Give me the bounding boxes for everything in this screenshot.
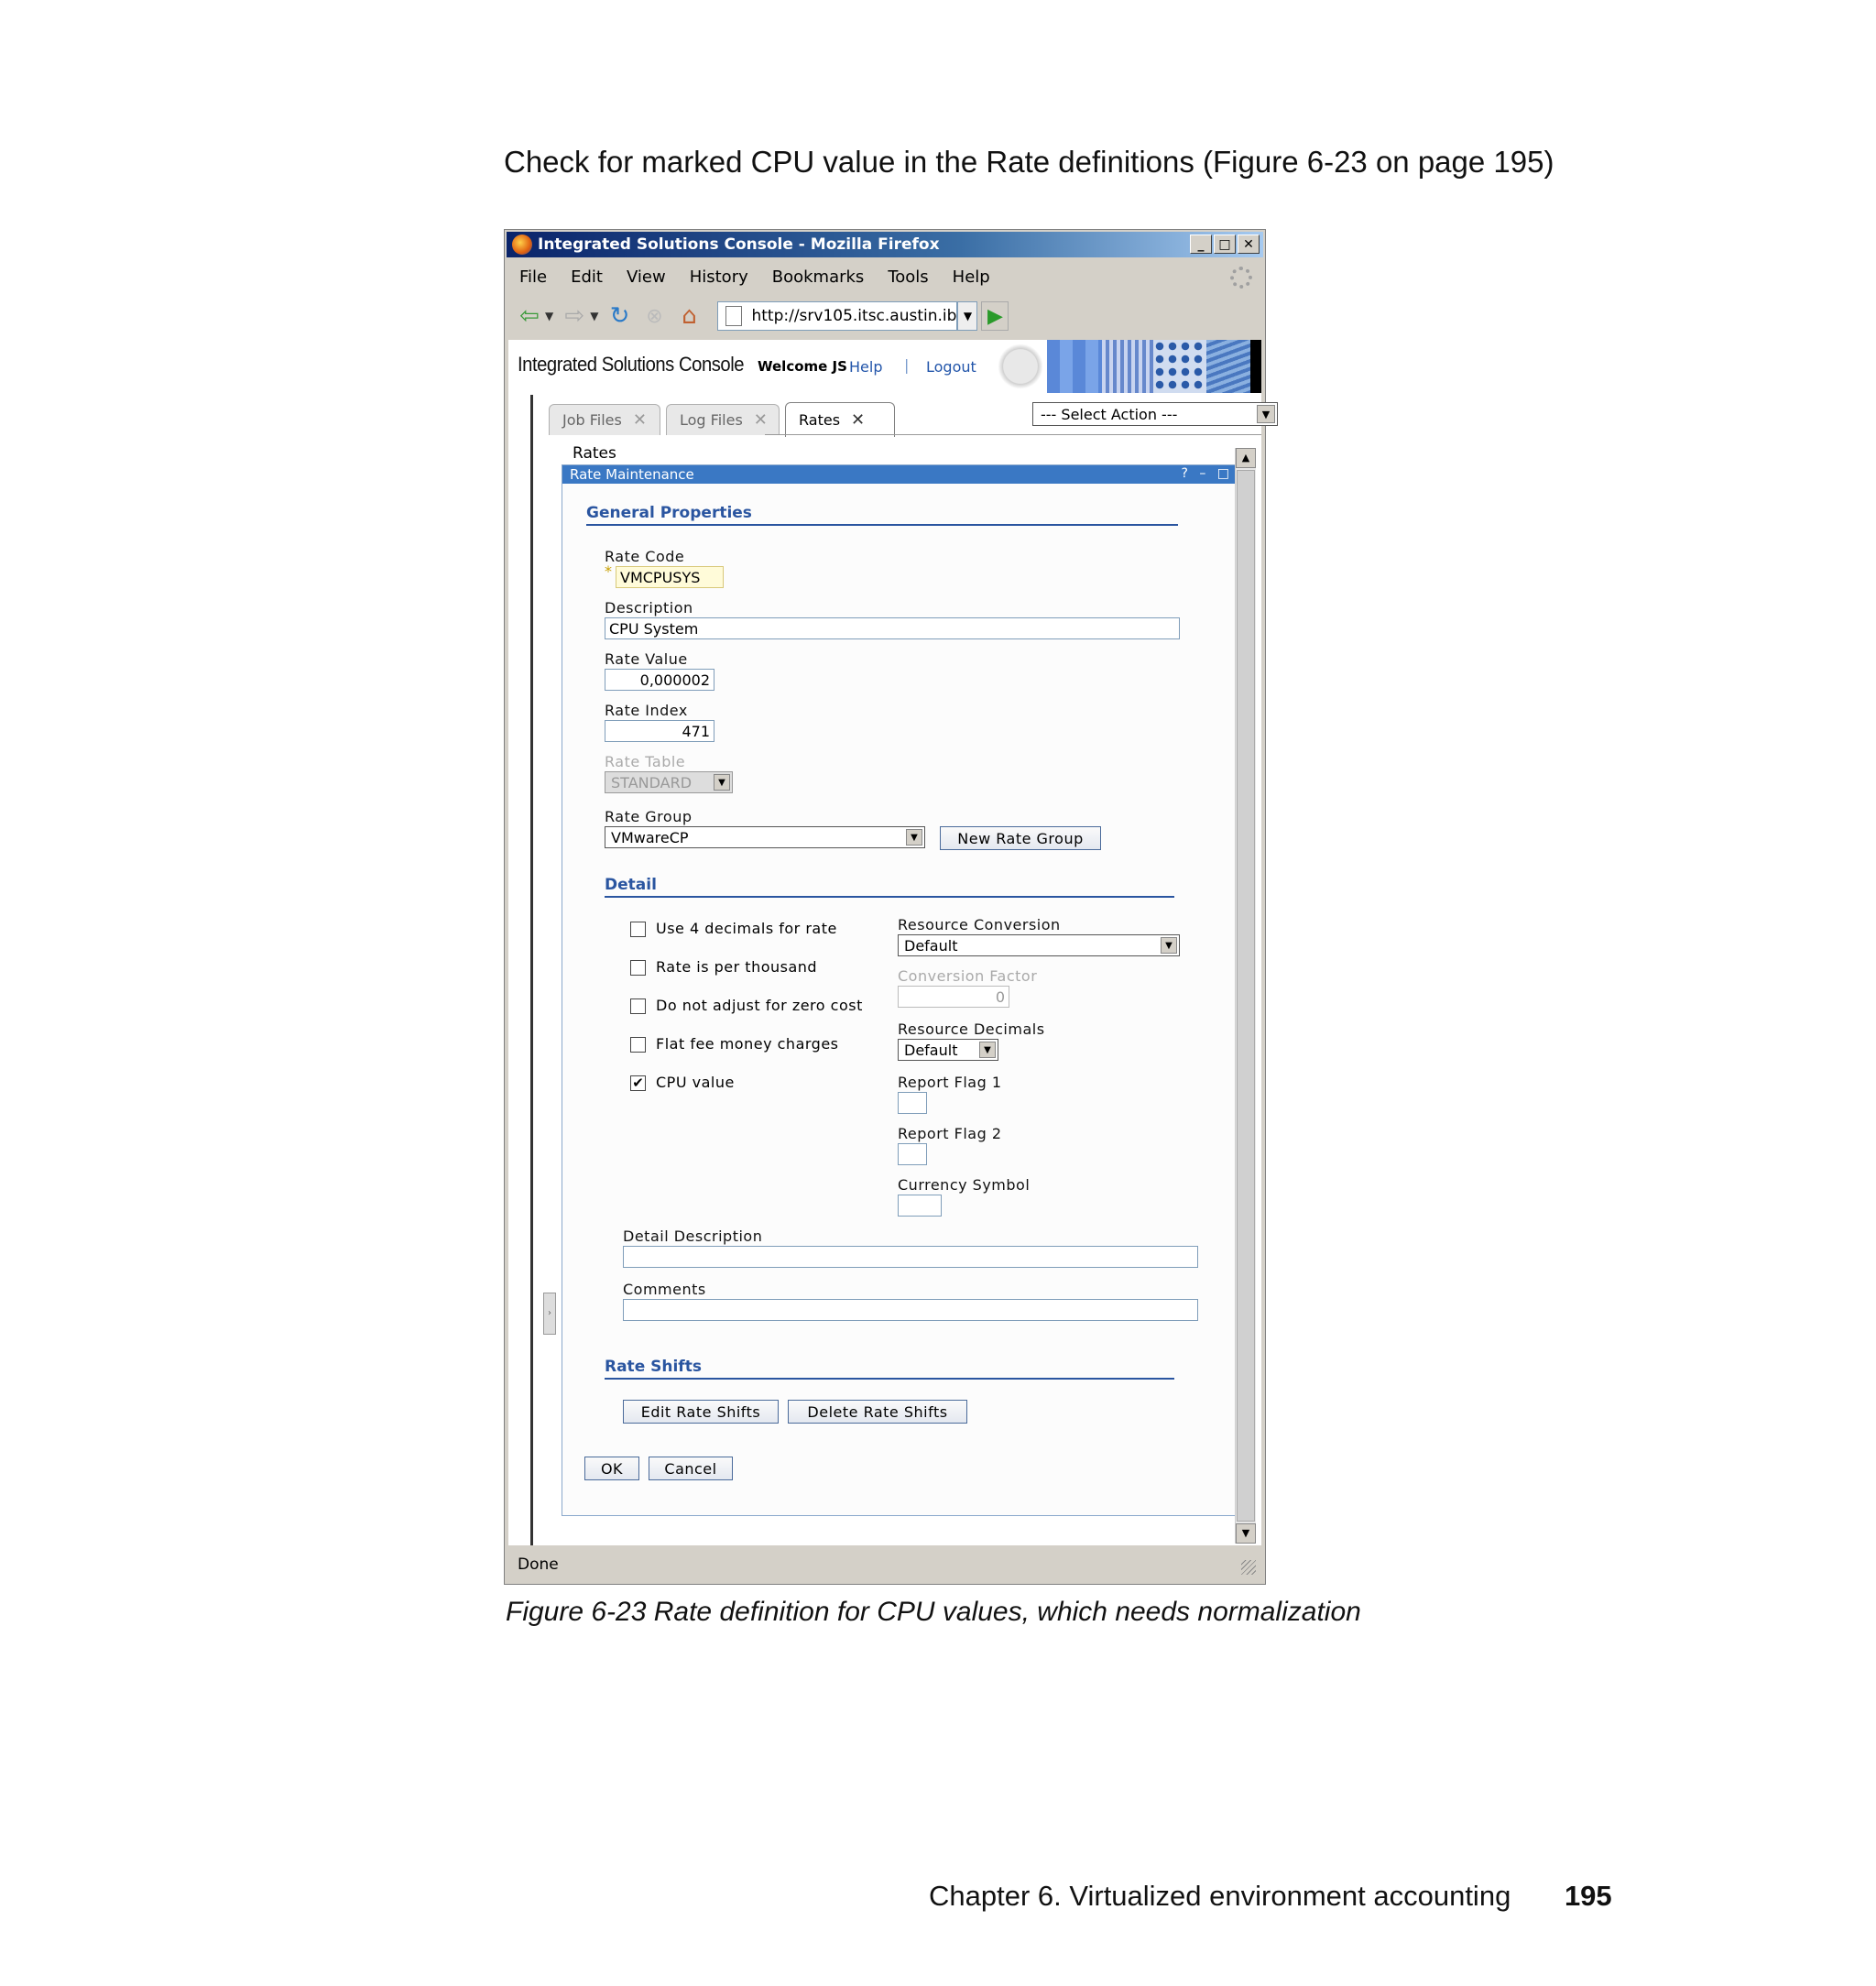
- report-flag-1-label: Report Flag 1: [898, 1074, 1002, 1091]
- cancel-button[interactable]: Cancel: [649, 1457, 733, 1480]
- logout-link[interactable]: Logout: [926, 358, 976, 376]
- status-bar: [508, 1549, 1261, 1580]
- chevron-down-icon: ▼: [979, 1042, 996, 1058]
- menu-bar: [508, 265, 990, 289]
- navigation-divider: [530, 395, 533, 1545]
- rate-value-label: Rate Value: [605, 650, 688, 668]
- rate-group-select[interactable]: [605, 826, 925, 848]
- close-tab-icon[interactable]: ✕: [632, 410, 647, 430]
- tab-rates[interactable]: [785, 402, 895, 437]
- back-dropdown-icon[interactable]: ▼: [545, 310, 554, 322]
- page-content: [508, 340, 1271, 1545]
- resource-decimals-select[interactable]: [898, 1039, 998, 1061]
- chevron-down-icon: ▼: [1257, 405, 1275, 423]
- checkbox-label: Use 4 decimals for rate: [656, 920, 837, 937]
- checkbox-label: CPU value: [656, 1074, 735, 1091]
- checkbox-label: Rate is per thousand: [656, 958, 818, 976]
- checkbox-label: Flat fee money charges: [656, 1035, 839, 1053]
- menu-history[interactable]: History: [689, 267, 748, 287]
- page-area: [534, 435, 1261, 1545]
- console-banner: [508, 340, 1261, 393]
- maximize-icon[interactable]: □: [1214, 235, 1236, 254]
- section-general-properties: General Properties: [586, 504, 752, 522]
- back-arrow-icon[interactable]: ⇦: [519, 302, 540, 330]
- menu-tools[interactable]: Tools: [888, 267, 929, 287]
- link-separator: |: [904, 356, 910, 374]
- page-number: 195: [1564, 1880, 1612, 1912]
- section-divider: [605, 896, 1174, 898]
- checkbox-label: Do not adjust for zero cost: [656, 997, 863, 1014]
- console-brand: Integrated Solutions Console: [518, 353, 745, 376]
- detail-description-label: Detail Description: [623, 1228, 763, 1245]
- breadcrumb[interactable]: Rates: [573, 444, 616, 463]
- page-icon: [725, 306, 742, 326]
- portlet-title-bar: [562, 465, 1238, 484]
- throbber-icon: [1230, 267, 1252, 289]
- rate-index-label: Rate Index: [605, 702, 688, 719]
- resize-grip-icon[interactable]: [1241, 1560, 1256, 1575]
- report-flag-1-input[interactable]: [898, 1092, 927, 1114]
- collapse-nav-handle[interactable]: ›: [543, 1293, 556, 1335]
- tab-job-files[interactable]: [549, 404, 660, 435]
- menu-view[interactable]: View: [626, 267, 666, 287]
- close-tab-icon[interactable]: ✕: [753, 410, 768, 430]
- detail-description-input[interactable]: [623, 1246, 1198, 1268]
- resource-decimals-value: Default: [904, 1041, 958, 1059]
- new-rate-group-button[interactable]: New Rate Group: [940, 826, 1101, 850]
- checkbox-use-4-decimals[interactable]: [630, 922, 646, 937]
- tab-label: Rates: [799, 411, 841, 429]
- section-detail: Detail: [605, 876, 657, 894]
- menu-file[interactable]: File: [519, 267, 548, 287]
- navigation-toolbar: [508, 298, 1261, 334]
- delete-rate-shifts-button[interactable]: Delete Rate Shifts: [788, 1400, 967, 1424]
- conversion-factor-input: 0: [898, 986, 1009, 1008]
- select-action-value: --- Select Action ---: [1041, 405, 1178, 423]
- ok-button[interactable]: OK: [584, 1457, 639, 1480]
- chevron-down-icon: ▼: [1161, 937, 1177, 954]
- checkbox-no-adjust-zero-cost[interactable]: [630, 998, 646, 1014]
- rate-group-value: VMwareCP: [611, 828, 689, 846]
- resource-conversion-select[interactable]: [898, 934, 1180, 956]
- rate-table-label: Rate Table: [605, 753, 686, 770]
- scroll-down-icon[interactable]: ▼: [1236, 1523, 1256, 1544]
- tab-bar: [536, 395, 1271, 435]
- resource-conversion-label: Resource Conversion: [898, 916, 1061, 933]
- section-divider: [605, 1378, 1174, 1380]
- close-icon[interactable]: ✕: [1238, 235, 1260, 254]
- url-text: http://srv105.itsc.austin.ib: [751, 307, 957, 325]
- intro-text: Check for marked CPU value in the Rate definitions (Figure 6-23 on page 195): [504, 145, 1554, 179]
- rate-value-input[interactable]: 0,000002: [605, 669, 714, 691]
- scrollbar-thumb[interactable]: [1237, 470, 1255, 1522]
- figure-caption: Figure 6-23 Rate definition for CPU values, which needs normalization: [506, 1597, 1361, 1627]
- tab-log-files[interactable]: [666, 404, 780, 435]
- comments-label: Comments: [623, 1281, 706, 1298]
- rate-code-label: Rate Code: [605, 548, 685, 565]
- rate-index-input[interactable]: 471: [605, 720, 714, 742]
- rate-table-select: [605, 771, 733, 793]
- chevron-down-icon: ▼: [714, 774, 730, 791]
- rate-code-input[interactable]: VMCPUSYS: [616, 566, 724, 588]
- currency-symbol-label: Currency Symbol: [898, 1176, 1031, 1194]
- menu-help[interactable]: Help: [952, 267, 990, 287]
- resource-conversion-value: Default: [904, 936, 958, 955]
- portlet-controls[interactable]: ? – □: [1181, 466, 1233, 481]
- required-icon: *: [605, 562, 612, 580]
- title-bar: [507, 232, 1263, 257]
- welcome-text: Welcome JS: [758, 358, 847, 375]
- rate-maintenance-portlet: [562, 464, 1239, 1516]
- resource-decimals-label: Resource Decimals: [898, 1020, 1045, 1038]
- menu-bookmarks[interactable]: Bookmarks: [771, 267, 865, 287]
- checkbox-cpu-value[interactable]: [630, 1075, 646, 1091]
- scroll-up-icon[interactable]: ▲: [1236, 448, 1256, 468]
- window-title: Integrated Solutions Console - Mozilla Firefox: [538, 235, 940, 254]
- edit-rate-shifts-button[interactable]: Edit Rate Shifts: [623, 1400, 779, 1424]
- comments-input[interactable]: [623, 1299, 1198, 1321]
- section-rate-shifts: Rate Shifts: [605, 1358, 702, 1376]
- checkbox-rate-per-thousand[interactable]: [630, 960, 646, 976]
- menu-edit[interactable]: Edit: [571, 267, 603, 287]
- checkmark-icon: ✔: [632, 1075, 644, 1091]
- conversion-factor-label: Conversion Factor: [898, 967, 1038, 985]
- forward-arrow-icon[interactable]: ⇨: [564, 302, 585, 330]
- go-icon[interactable]: ▶: [981, 301, 1009, 331]
- rate-group-label: Rate Group: [605, 808, 693, 825]
- minimize-icon[interactable]: _: [1190, 235, 1212, 254]
- forward-dropdown-icon[interactable]: ▼: [590, 310, 599, 322]
- banner-decoration: [994, 340, 1261, 393]
- description-input[interactable]: CPU System: [605, 617, 1180, 639]
- currency-symbol-input[interactable]: [898, 1195, 942, 1217]
- page-footer: [929, 1880, 1612, 1913]
- browser-window: [504, 229, 1271, 1585]
- close-tab-icon[interactable]: ✕: [851, 410, 866, 430]
- tab-label: Job Files: [562, 411, 622, 429]
- stop-icon[interactable]: ⊗: [646, 304, 663, 328]
- footer-chapter: Chapter 6. Virtualized environment accounting: [929, 1880, 1511, 1912]
- checkbox-flat-fee[interactable]: [630, 1037, 646, 1053]
- url-bar[interactable]: [717, 301, 957, 331]
- tab-label: Log Files: [680, 411, 743, 429]
- portlet-title: Rate Maintenance: [570, 466, 694, 483]
- help-link[interactable]: Help: [849, 358, 883, 376]
- url-dropdown-icon[interactable]: ▼: [957, 301, 977, 331]
- chevron-down-icon: ▼: [906, 829, 922, 846]
- rate-table-value: STANDARD: [611, 773, 693, 791]
- reload-icon[interactable]: ↻: [609, 302, 630, 330]
- description-label: Description: [605, 599, 693, 617]
- report-flag-2-input[interactable]: [898, 1143, 927, 1165]
- report-flag-2-label: Report Flag 2: [898, 1125, 1002, 1142]
- vertical-scrollbar[interactable]: [1235, 448, 1256, 1544]
- select-action-dropdown[interactable]: [1032, 402, 1278, 426]
- home-icon[interactable]: ⌂: [682, 302, 697, 330]
- section-divider: [586, 524, 1178, 526]
- firefox-icon: [512, 235, 532, 255]
- status-text: Done: [518, 1555, 559, 1574]
